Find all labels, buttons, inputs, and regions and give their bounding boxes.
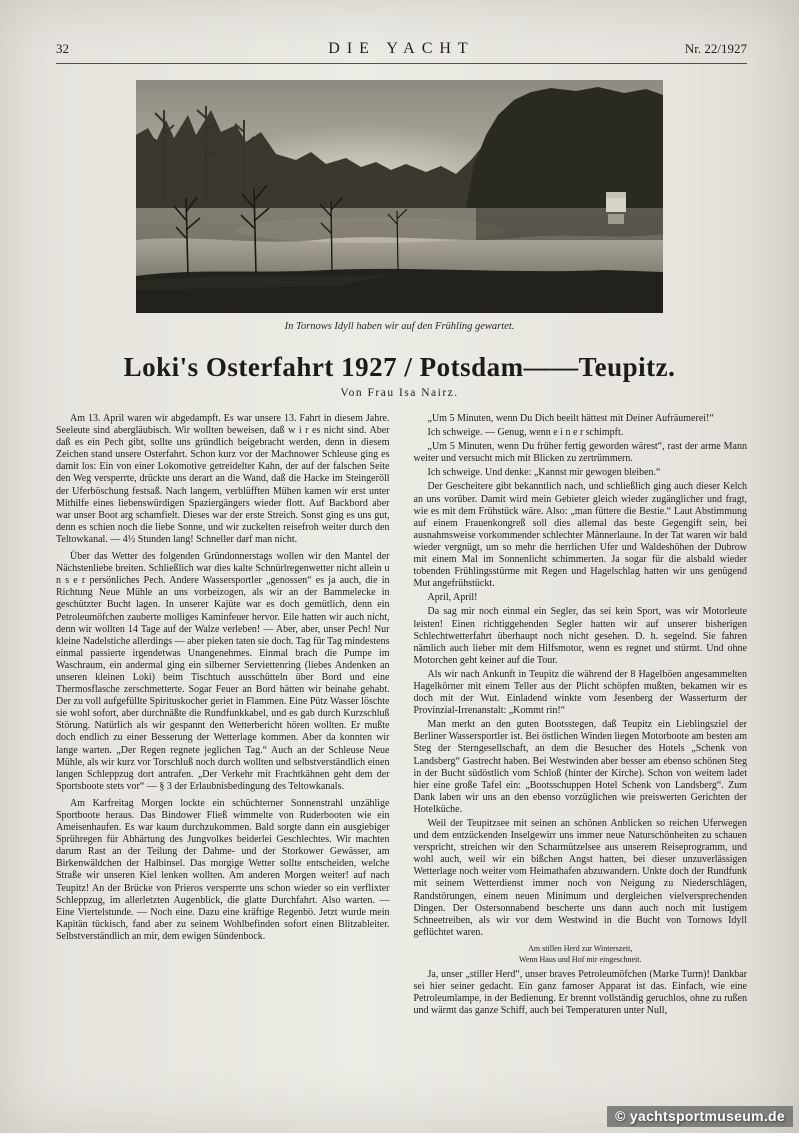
paragraph: Ja, unser „stiller Herd“, unser braves Petroleumöfchen (Marke Turm)! Dankbar sei hier seiner gedacht. Ein ganz famoser Apparat ist das. Einfach, wie eine Petroleumlampe, in der Bedienung. Er brennt vollständig geruchlos, ohne zu rußen und wärmt das ganze Schiff, auch bei Temperaturen unter Null, bbox=[413, 968, 747, 1016]
paragraph: Am 13. April waren wir abgedampft. Es war unsere 13. Fahrt in diesem Jahre. Seeleute sind abergläubisch. Wir wollten beweisen, daß w i r es nicht sind. Aber daß es ein Pech gibt, sollte uns gründlich beigebracht werden, denn in diesem Zeichen stand unsere Osterfahrt. Schon kurz vor der Machnower Schleuse ging es damit los: Ein von einer Lokomotive getreidelter Kahn, der auf der falschen Seite den Weg versperrte, drückte uns derart an die Wand, daß die Hacke im Steingeröll der Uferböschung festsaß. Nach langem, verblüfften Mühen kamen wir erst unter Mithilfe eines liebenswürdigen Spaziergängers wieder flott. Auf Backbord aber war unser Boot arg schamfielt. Dieses war der erste Streich. Sonst ging es uns gut, denn es schien noch die liebe Sonne, und wir zuckelten reisefroh weiter durch den Teltowkanal. — 4½ Stunden lang! Schneller darf man nicht. bbox=[56, 413, 390, 545]
paragraph: Der Gescheitere gibt bekanntlich nach, und schließlich ging auch dieser Kelch an uns vorüber. Damit wird mein Gebieter gleich wieder zugänglicher und fragt, wie es mit dem Frühstück wäre. Also: „man füttere die Bestie.“ Laut Abstimmung auf einem Frauenkongreß soll dies allemal das beste Gegengift sein, bei ausnahmsweise vorkommender schlechter Männerlaune. In der Tat waren wir bald wieder vergnügt, um so mehr die herrlichen Ufer und Waldeshöhen der Dubrow mit einem Mal im Sonnenlicht schimmerten. Ja sogar für die alsbald wieder tobenden Frühlingsstürme mit Regen und Hagelschlag hatten wir uns genügend Mut angefrühstückt. bbox=[413, 481, 747, 590]
paragraph: „Um 5 Minuten, wenn Du früher fertig geworden wärest“, rast der arme Mann weiter und versucht mich mit Blicken zu zertrümmern. bbox=[413, 441, 747, 465]
paragraph: Über das Wetter des folgenden Gründonnerstags wollen wir den Mantel der Nächstenliebe breiten. Schließlich war dies kalte Schnürlregenwetter nicht allein u n s e r persönliches Pech. Andere Wassersportler „genossen“ es ja auch, die in Richtung Neue Mühle an uns vorbeizogen, als wir an der Bammelecke in geschützter Bucht lagen. In unserer Kajüte war es doch gemütlich, denn ein Petroleumöfchen zauberte molliges Kaminfeuer hervor. Eile hatten wir auch nicht, denn wir wollten 14 Tage auf der Walze verleben! — Aber, aber, unser Pech! Nur kleine Nadelstiche allerdings — aber pieken taten sie doch. Tag für Tag mindestens einmal passierte irgendetwas Unangenehmes. Einmal brach die Pumpe im Waschraum, ein andermal ging ein silberner Serviettenring (liebes Andenken an unseren kleinen Loki) beim Tischtuch ausschütteln über Bord und eine Thermosflasche zerschmetterte. Sogar Feuer an Bord hätten wir beinahe gehabt. Der zu voll aufgefüllte Spirituskocher geriet in Flammen. Eine Pütz Wasser löschte sie wohl sofort, aber durchnäßte die Rundfunkkabel, und es gab durch Kurzschluß Störung. Natürlich als wir gespannt den Wetterbericht hören wollten. Er mußte doch endlich zu einer Besserung der Wetterlage kommen. Aber da konnten wir lange warten. „Der Regen regnete jeglichen Tag.“ Auch an der Schleuse Neue Mühle, als wir kurz vor Torschluß noch durch wollten und selbstverständlich einen langen Schleppzug dort antrafen. „Der Verkehr mit Frachtkähnen geht dem der Sportsboote stets vor“ — § 3 der Erlaubnisbedingung des Teltowkanals. bbox=[56, 551, 390, 792]
article-body bbox=[56, 413, 747, 1019]
paragraph: Als wir nach Ankunft in Teupitz die während der 8 Hagelböen angesammelten Hagelkörner mit einem Teller aus der Plicht schöpfen mußten, bekamen wir es doch mit der Wut. Einladend winkte vom Jesenberg der Wasserturm der Provinzial-Irrenanstalt: „Kommt rin!“ bbox=[413, 668, 747, 717]
verse-quote bbox=[414, 944, 748, 966]
article-figure bbox=[0, 80, 799, 332]
watermark: © yachtsportmuseum.de bbox=[607, 1106, 793, 1127]
paragraph: Ich schweige. — Genug, wenn e i n e r schimpft. bbox=[427, 427, 624, 439]
article-byline: Von Frau Isa Nairz. bbox=[340, 387, 459, 399]
paragraph: Man merkt an den guten Bootsstegen, daß Teupitz ein Lieblingsziel der Berliner Wassersportler ist. Bei östlichen Winden liegen Motorboote am besten am Steg der Sterngesellschaft, an dem die Besucher des Hotels „Schenk von Landsberg“ Gastrecht haben. Bei Westwinden aber besser am ebenso schönen Steg in der Bucht südöstlich vom Schloß (hinter der Kirche). Schon von weitem ladet hier eine große Tafel ein: „Bootsschuppen Hotel Schenk von Landsberg“. Zum Dank laben wir uns an den ebenso vorzüglichen wie preiswerten Gerichten der Hotelküche. bbox=[413, 719, 747, 815]
lake-photo bbox=[136, 80, 663, 313]
issue-number: Nr. 22/1927 bbox=[684, 41, 747, 56]
paragraph: Weil der Teupitzsee mit seinen an schönen Anblicken so reichen Uferwegen und dem entzückenden Inselgewirr uns immer neue Naturschönheiten zu schauen verspricht, streichen wir den Scharmützelsee aus unserem Reiseprogramm, und wohl auch, weil wir ein bißchen Angst hatten, bei dieser unzuverlässigen Wetterlage noch weiter vom Heimathafen abzuwandern. Unkte doch der Rundfunk mit seinem Wetterdienst immer noch von Neigung zu Niederschlägen, Randstörungen, einem neuen Minimum und dergleichen vielversprechenden Dingen. Der Ostersonnabend bescherte uns dann auch noch mit lustigem Schneetreiben, als wir vor dem Westwind in die Bucht von Tornows Idyll geflüchtet waren. bbox=[413, 818, 747, 938]
verse-line: Wenn Haus und Hof mir eingeschneit. bbox=[519, 954, 642, 964]
lake-photo-image bbox=[136, 80, 663, 313]
column-left bbox=[56, 413, 390, 1019]
column-right bbox=[414, 413, 748, 1019]
paragraph: „Um 5 Minuten, wenn Du Dich beeilt hättest mit Deiner Aufräumerei!“ bbox=[427, 413, 714, 424]
journal-title: DIE YACHT bbox=[328, 40, 475, 57]
page-number: 32 bbox=[56, 41, 69, 56]
paragraph: Am Karfreitag Morgen lockte ein schüchterner Sonnenstrahl unzählige Sportboote heraus. Das Bindower Fließ wimmelte von Ruderbooten wie ein Ameisenhaufen. Es war kaum durchzukommen. Bald sorgte dann ein ausgiebiger Sprühregen für Abhärtung des Jungvolkes beiderlei Geschlechtes. Wir machten darum Rast an der Teilung der Dahme- und der Storkower Gewässer, am Birkenwäldchen der Halbinsel. Das morgige Wetter sollte entscheiden, welche Straße wir unseren Kiel lenken wollten. Am anderen Morgen weiter! auf nach Teupitz! An der Brücke von Prieros versperrte uns schon wieder so ein verflixter Schleppzug, im allerletzten Augenblick, die glatte Durchfahrt. Also warten. — Eine Viertelstunde. — Noch eine. Dazu eine kräftige Regenbö. Jetzt wurde mein Kapitän tückisch, fand aber zu seinem Wohlbefinden sofort einen Blitzableiter. Selbstverständlich an mir, dem ewigen Sündenbock. bbox=[56, 797, 390, 942]
masthead bbox=[56, 40, 747, 58]
masthead-rule bbox=[56, 63, 747, 64]
paragraph: Ich schweige. Und denke: „Kannst mir gewogen bleiben.“ bbox=[427, 467, 661, 479]
article-title: Loki's Osterfahrt 1927 / Potsdam——Teupitz. bbox=[123, 352, 676, 382]
photo-caption: In Tornows Idyll haben wir auf den Frühling gewartet. bbox=[284, 321, 515, 332]
paragraph: April, April! bbox=[427, 592, 478, 604]
verse-line: Am stillen Herd zur Winterszeit, bbox=[528, 943, 633, 953]
paragraph: Da sag mir noch einmal ein Segler, das sei kein Sport, was wir Motorleute leisten! Einen richtiggehenden Segler hatten wir auf unserer bisherigen Schlechtwetterfahrt überhaupt noch nicht gesehen. D. h. segelnd. Sie fahren nämlich auch lieber mit dem Hilfsmotor, wenn es regnet und stürmt. Und ohne Motorchen geht keiner auf die Tour. bbox=[413, 606, 747, 666]
